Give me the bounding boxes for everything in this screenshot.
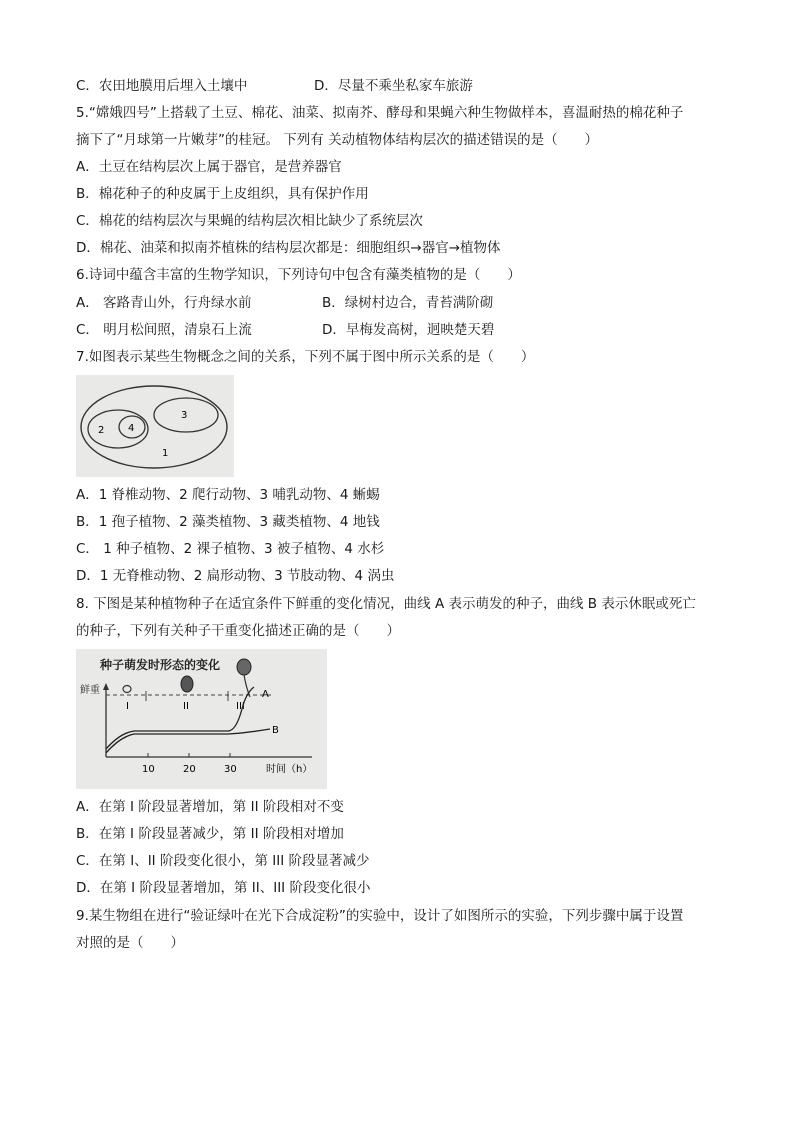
q8-option-d: D．在第 I 阶段显著增加，第 II、III 阶段变化很小 — [76, 880, 371, 896]
curve-b — [106, 729, 270, 753]
sprout-root-icon — [244, 675, 250, 697]
q7-stem: 7.如图表示某些生物概念之间的关系，下列不属于图中所示关系的是（ ） — [76, 349, 535, 365]
q7-option-c: C． 1 种子植物、2 裸子植物、3 被子植物、4 水杉 — [76, 541, 385, 557]
q5-stem-line1: 5.“嫦娥四号”上搭载了土豆、棉花、油菜、拟南芥、酵母和果蝇六种生物做样本，喜温耐热的棉花种子 — [76, 105, 684, 121]
label-1: 1 — [162, 448, 169, 459]
x-axis-label: 时间（h） — [266, 764, 313, 775]
seed-stage-2-icon — [181, 676, 193, 692]
q6-option-c: C． 明月松间照，清泉石上流 — [76, 322, 252, 338]
q8-stem-line1: 8. 下图是某种植物种子在适宜条件下鲜重的变化情况，曲线 A 表示萌发的种子，曲线 B 表示休眠或死亡 — [76, 596, 696, 612]
label-4: 4 — [128, 423, 135, 434]
q5-option-c: C．棉花的结构层次与果蝇的结构层次相比缺少了系统层次 — [76, 213, 423, 229]
label-2: 2 — [98, 425, 105, 436]
q9-stem-line1: 9.某生物组在进行“验证绿叶在光下合成淀粉”的实验中，设计了如图所示的实验，下列步骤中属于设置 — [76, 908, 684, 924]
figure-title: 种子萌发时形态的变化 — [100, 658, 221, 672]
q8-option-c: C．在第 I、II 阶段变化很小，第 III 阶段显著减少 — [76, 853, 370, 869]
seed-stage-1-icon — [123, 686, 131, 693]
q8-option-a: A．在第 I 阶段显著增加，第 II 阶段相对不变 — [76, 799, 344, 815]
q7-option-d: D．1 无脊椎动物、2 扁形动物、3 节肢动物、4 涡虫 — [76, 568, 395, 584]
q5-option-d: D．棉花、油菜和拟南芥植株的结构层次都是：细胞组织→器官→植物体 — [76, 240, 501, 256]
seed-stage-3-icon — [237, 659, 251, 675]
stage-label-2: II — [183, 701, 189, 712]
q5-option-b: B．棉花种子的种皮属于上皮组织，具有保护作用 — [76, 186, 369, 202]
label-3: 3 — [181, 410, 188, 421]
q8-stem-line2: 的种子，下列有关种子干重变化描述正确的是（ ） — [76, 623, 400, 639]
option-c-prev: C．农田地膜用后埋入土壤中 — [76, 78, 248, 94]
q8-option-b: B．在第 I 阶段显著减少，第 II 阶段相对增加 — [76, 826, 344, 842]
q7-option-b: B．1 孢子植物、2 藻类植物、3 藏类植物、4 地钱 — [76, 514, 380, 530]
curve-a — [106, 687, 254, 749]
q6-stem: 6.诗词中蕴含丰富的生物学知识，下列诗句中包含有藻类植物的是（ ） — [76, 267, 521, 283]
stage-label-1: I — [126, 701, 129, 712]
q5-option-a: A．土豆在结构层次上属于器官，是营养器官 — [76, 159, 342, 175]
q6-option-d: D．早梅发高树，迥映楚天碧 — [322, 322, 495, 338]
curve-b-label: B — [272, 725, 279, 736]
concept-diagram — [76, 375, 234, 477]
y-axis-label: 鲜重 — [80, 685, 100, 696]
q7-option-a: A．1 脊椎动物、2 爬行动物、3 哺乳动物、4 蜥蜴 — [76, 487, 380, 503]
option-d-prev: D．尽量不乘坐私家车旅游 — [314, 78, 473, 94]
curve-a-label: A — [262, 689, 269, 700]
stage-label-3: III — [236, 701, 245, 712]
q6-option-a: A． 客路青山外，行舟绿水前 — [76, 295, 252, 311]
y-axis-arrow — [103, 683, 109, 690]
tick-label-20: 20 — [183, 764, 196, 775]
tick-label-10: 10 — [142, 764, 155, 775]
q6-option-b: B．绿树村边合，青苔满阶砌 — [322, 295, 494, 311]
ellipse-2 — [88, 410, 148, 448]
tick-label-30: 30 — [224, 764, 237, 775]
seed-weight-figure — [76, 649, 327, 789]
q9-stem-line2: 对照的是（ ） — [76, 935, 184, 951]
q5-stem-line2: 摘下了“月球第一片嫩芽”的桂冠。 下列有 关动植物体结构层次的描述错误的是（ ） — [76, 132, 599, 148]
